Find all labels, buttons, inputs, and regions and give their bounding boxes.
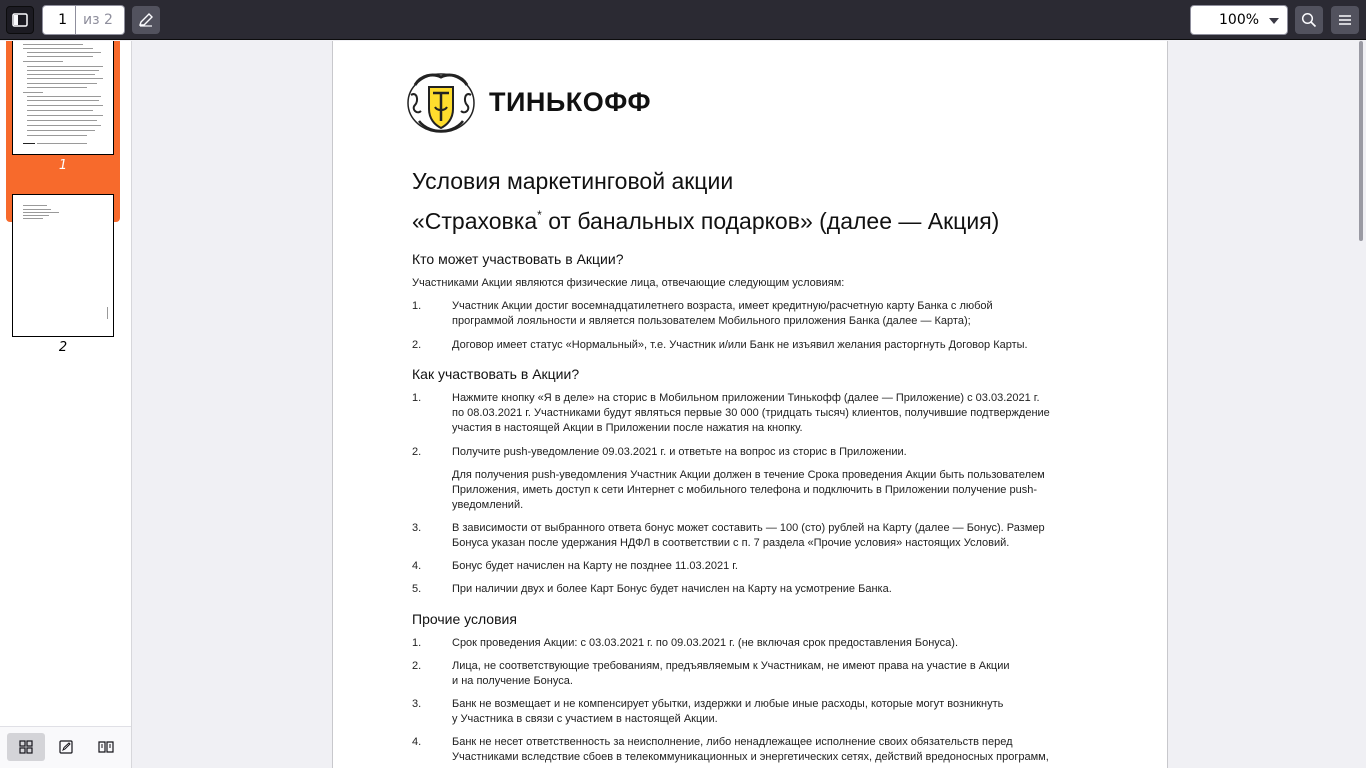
list-number: 2.: [412, 446, 422, 458]
page-number-input[interactable]: 1: [42, 5, 76, 35]
coat-of-arms-icon: [407, 71, 475, 133]
chevron-down-icon: [1269, 18, 1279, 24]
tinkoff-logo: [407, 71, 651, 133]
list-text: участия в настоящей Акции в Приложении после нажатия на кнопку.: [452, 422, 803, 434]
list-text: Лица, не соответствующие требованиям, предъявляемым к Участникам, не имеют права на участие в Акции: [452, 660, 1010, 672]
toolbar: [0, 0, 1366, 40]
book-icon: [98, 740, 114, 754]
logo-wordmark: ТИНЬКОФФ: [489, 86, 652, 117]
tab-thumbnails[interactable]: [7, 733, 45, 761]
thumbnail-sidebar: [0, 41, 132, 768]
list-text: программой лояльности и является пользователем Мобильного приложения Банка (далее — Карта);: [452, 315, 971, 327]
list-text: Получите push-уведомление 09.03.2021 г. и ответьте на вопрос из сторис в Приложении.: [452, 446, 907, 458]
list-number: 2.: [412, 339, 422, 351]
title-line-2-start: «Страховка: [412, 208, 538, 234]
pdf-page-1: [332, 41, 1168, 768]
list-text: Банк не возмещает и не компенсирует убытки, издержки и любые иные расходы, которые могут возникнуть: [452, 698, 1004, 710]
sidebar-toggle-icon: [12, 13, 28, 27]
list-number: 1.: [412, 392, 422, 404]
menu-icon: [1338, 14, 1352, 26]
thumbnail-label-2: 2: [58, 340, 68, 355]
list-number: 5.: [412, 583, 422, 595]
list-text: Участниками вследствие сбоев в телекоммуникационных и энергетических сетях, действий вредоносных программ,: [452, 751, 1049, 763]
menu-button[interactable]: [1331, 6, 1359, 34]
list-number: 1.: [412, 300, 422, 312]
list-text: Бонус будет начислен на Карту не позднее 11.03.2021 г.: [452, 560, 738, 572]
thumbnail-label-1: 1: [58, 158, 68, 173]
list-text: При наличии двух и более Карт Бонус будет начислен на Карту на усмотрение Банка.: [452, 583, 892, 595]
title-line-2: [412, 198, 999, 238]
thumbnails-icon: [19, 740, 33, 754]
tab-outline[interactable]: [87, 733, 125, 761]
list-text: В зависимости от выбранного ответа бонус может составить — 100 (сто) рублей на Карту (далее — Бонус). Размер: [452, 522, 1045, 534]
sidebar-toggle-button[interactable]: [6, 6, 34, 34]
section-heading-how: Как участвовать в Акции?: [412, 366, 580, 382]
list-text: у Участника в связи с участием в настоящей Акции.: [452, 713, 718, 725]
zoom-value: 100%: [1219, 12, 1260, 28]
list-number: 4.: [412, 560, 422, 572]
list-number: 1.: [412, 637, 422, 649]
document-title: [412, 164, 999, 238]
list-number: 3.: [412, 522, 422, 534]
thumbnail-page-2[interactable]: [12, 194, 114, 337]
list-text: Договор имеет статус «Нормальный», т.е. Участник и/или Банк не изъявил желания расторгнуть Договор Карты.: [452, 339, 1028, 351]
list-text: Приложения, иметь доступ к сети Интернет с мобильного телефона и подключить в Приложении получение push-: [452, 484, 1037, 496]
tab-annotations[interactable]: [47, 733, 85, 761]
list-text: Срок проведения Акции: с 03.03.2021 г. по 09.03.2021 г. (не включая срок предоставления Бонуса).: [452, 637, 959, 649]
draw-icon: [138, 12, 154, 28]
list-number: 3.: [412, 698, 422, 710]
section-heading-who: Кто может участвовать в Акции?: [412, 251, 624, 267]
list-text: Для получения push-уведомления Участник Акции должен в течение Срока проведения Акции быть пользователем: [452, 469, 1045, 481]
list-text: Бонуса указан после удержания НДФЛ в соответствии с п. 7 раздела «Прочие условия» настоящих Условий.: [452, 537, 1010, 549]
title-line-2-end: от банальных подарков» (далее — Акция): [541, 208, 1000, 234]
list-number: 4.: [412, 736, 422, 748]
sidebar-view-tabs: [0, 726, 132, 768]
list-text: Нажмите кнопку «Я в деле» на сторис в Мобильном приложении Тинькофф (далее — Приложение) с 03.03.2021 г.: [452, 392, 1040, 404]
thumbnail-page-1[interactable]: [12, 41, 114, 155]
vertical-scrollbar[interactable]: [1359, 41, 1363, 241]
list-number: 2.: [412, 660, 422, 672]
search-button[interactable]: [1295, 6, 1323, 34]
zoom-select[interactable]: [1190, 5, 1288, 35]
search-icon: [1301, 12, 1317, 28]
list-text: по 08.03.2021 г. Участниками будут являться первые 30 000 (тридцать тысяч) клиентов, получившие подтверждение: [452, 407, 1050, 419]
title-line-1: Условия маркетинговой акции: [412, 168, 734, 194]
list-text: Банк не несет ответственность за неисполнение, либо ненадлежащее исполнение своих обязательств перед: [452, 736, 1013, 748]
outline-edit-icon: [59, 740, 73, 754]
list-text: Участник Акции достиг восемнадцатилетнего возраста, имеет кредитную/расчетную карту Банка с любой: [452, 300, 993, 312]
list-text: уведомлений.: [452, 499, 524, 511]
list-text: и на получение Бонуса.: [452, 675, 573, 687]
section-heading-other: Прочие условия: [412, 611, 517, 627]
title-asterisk: *: [537, 208, 542, 222]
draw-button[interactable]: [132, 6, 160, 34]
section-intro: Участниками Акции являются физические лица, отвечающие следующим условиям:: [412, 277, 845, 289]
document-viewer[interactable]: [133, 41, 1366, 768]
page-total-label: из 2: [76, 5, 125, 35]
